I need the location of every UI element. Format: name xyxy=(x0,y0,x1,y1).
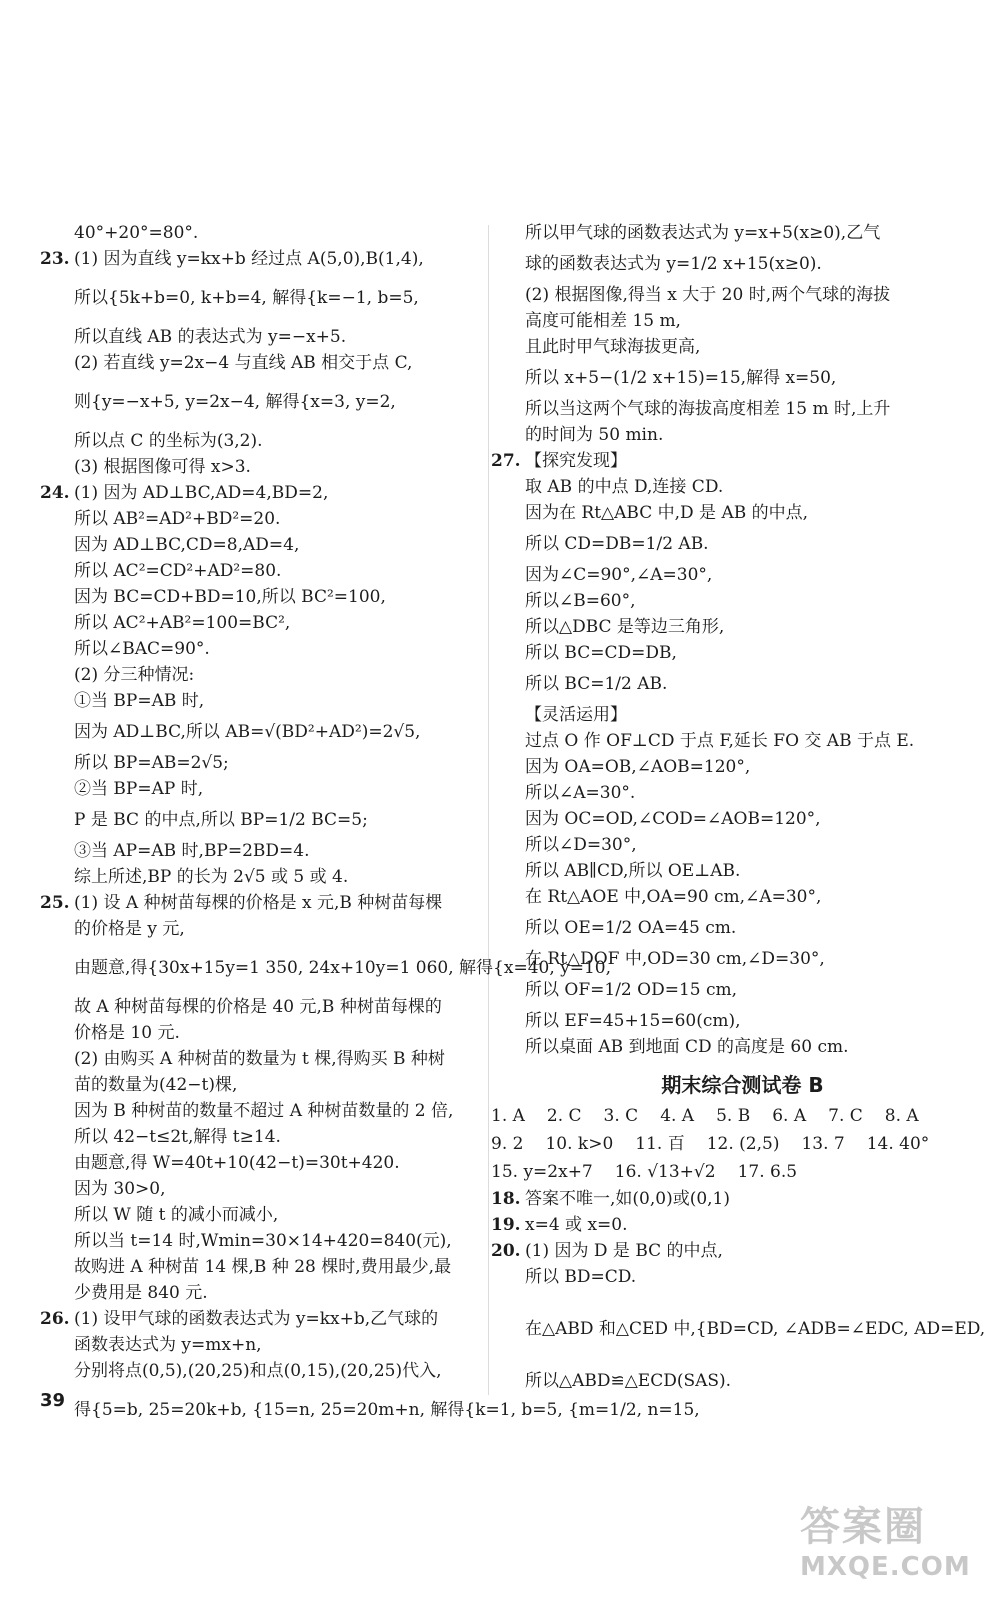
column-divider xyxy=(488,225,489,1395)
text-line xyxy=(40,1384,700,1436)
answer-item: 12. (2,5) xyxy=(706,1134,780,1154)
line-text: 由题意,得{30x+15y=1 350, 24x+10y=1 060, 解得{x=40, y=10, xyxy=(74,958,612,978)
text-line xyxy=(40,558,470,584)
line-text: 高度可能相差 15 m, xyxy=(525,311,681,331)
line-text: 所以 OE=1/2 OA=45 cm. xyxy=(525,918,737,938)
line-text: (2) 分三种情况: xyxy=(74,665,195,685)
line-text: (2) 若直线 y=2x−4 与直线 AB 相交于点 C, xyxy=(74,353,413,373)
text-line xyxy=(40,1306,470,1332)
text-line xyxy=(40,1072,470,1098)
text-line xyxy=(40,220,470,246)
text-line xyxy=(525,246,960,282)
text-line xyxy=(525,910,960,946)
answer-item: 1. A xyxy=(491,1106,525,1126)
line-text: 所以△ABD≌△ECD(SAS). xyxy=(525,1371,732,1391)
text-line xyxy=(525,832,960,858)
text-line xyxy=(40,802,470,838)
line-text: 因为 B 种树苗的数量不超过 A 种树苗数量的 2 倍, xyxy=(74,1101,454,1121)
text-line xyxy=(40,1150,470,1176)
answer-item: 16. √13+√2 xyxy=(614,1162,716,1182)
line-text: (1) 设甲气球的函数表达式为 y=kx+b,乙气球的 xyxy=(74,1309,439,1329)
text-line xyxy=(40,1280,470,1306)
line-text: 在△ABD 和△CED 中,{BD=CD, ∠ADB=∠EDC, AD=ED, xyxy=(525,1319,986,1339)
text-line xyxy=(525,946,960,972)
question-number: 23. xyxy=(40,249,70,269)
text-line xyxy=(525,500,960,526)
line-text: 所以点 C 的坐标为(3,2). xyxy=(74,431,263,451)
line-text: 【灵活运用】 xyxy=(525,705,627,725)
answer-item: 3. C xyxy=(603,1106,639,1126)
text-line xyxy=(491,448,960,474)
text-line xyxy=(40,272,470,324)
question-number: 19. xyxy=(491,1215,521,1235)
line-text: 综上所述,BP 的长为 2√5 或 5 或 4. xyxy=(74,867,349,887)
line-text: 且此时甲气球海拔更高, xyxy=(525,337,701,357)
text-line xyxy=(40,838,470,864)
text-line xyxy=(40,714,470,750)
answer-item: 10. k>0 xyxy=(545,1134,614,1154)
line-text: 函数表达式为 y=mx+n, xyxy=(74,1335,262,1355)
answer-item: 4. A xyxy=(660,1106,695,1126)
text-line xyxy=(40,246,470,272)
line-text: 所以 AC²=CD²+AD²=80. xyxy=(74,561,282,581)
text-line xyxy=(40,1098,470,1124)
answer-item: 6. A xyxy=(772,1106,807,1126)
line-text: (2) 根据图像,得当 x 大于 20 时,两个气球的海拔 xyxy=(525,285,891,305)
line-text: (1) 设 A 种树苗每棵的价格是 x 元,B 种树苗每棵 xyxy=(74,893,443,913)
line-text: 由题意,得 W=40t+10(42−t)=30t+420. xyxy=(74,1153,400,1173)
line-text: 故购进 A 种树苗 14 棵,B 种 28 棵时,费用最少,最 xyxy=(74,1257,452,1277)
line-text: 所以 BP=AB=2√5; xyxy=(74,753,229,773)
text-line xyxy=(525,858,960,884)
line-text: 因为∠C=90°,∠A=30°, xyxy=(525,565,713,585)
text-line xyxy=(40,1124,470,1150)
page-number: 39 xyxy=(40,1390,66,1411)
text-line xyxy=(525,754,960,780)
line-text: 因为 AD⊥BC,所以 AB=√(BD²+AD²)=2√5, xyxy=(74,722,421,742)
line-text: 所以 42−t≤2t,解得 t≥14. xyxy=(74,1127,281,1147)
text-line xyxy=(40,350,470,376)
text-line xyxy=(525,308,960,334)
line-text: 得{5=b, 25=20k+b, {15=n, 25=20m+n, 解得{k=1, b=5, {m=1/2, n=15, xyxy=(74,1400,700,1420)
text-line xyxy=(525,474,960,500)
right-column xyxy=(491,220,986,1394)
line-text: 【探究发现】 xyxy=(525,451,627,471)
line-text: 所以 EF=45+15=60(cm), xyxy=(525,1011,741,1031)
text-line xyxy=(40,506,470,532)
text-line xyxy=(525,422,960,448)
line-text: 所以桌面 AB 到地面 CD 的高度是 60 cm. xyxy=(525,1037,849,1057)
text-line xyxy=(40,942,612,994)
line-text: 所以当这两个气球的海拔高度相差 15 m 时,上升 xyxy=(525,399,891,419)
line-text: P 是 BC 的中点,所以 BP=1/2 BC=5; xyxy=(74,810,368,830)
line-text: ③当 AP=AB 时,BP=2BD=4. xyxy=(74,841,310,861)
text-line xyxy=(40,688,470,714)
text-line xyxy=(40,1332,470,1358)
text-line xyxy=(491,1238,960,1264)
text-line xyxy=(40,864,470,890)
question-number: 20. xyxy=(491,1241,521,1261)
text-line xyxy=(525,282,960,308)
text-line xyxy=(525,1368,960,1394)
text-line xyxy=(525,1008,960,1034)
question-number: 27. xyxy=(491,451,521,471)
text-line xyxy=(40,1202,470,1228)
line-text: 所以{5k+b=0, k+b=4, 解得{k=−1, b=5, xyxy=(74,288,419,308)
line-text: 所以 OF=1/2 OD=15 cm, xyxy=(525,980,738,1000)
line-text: 所以∠B=60°, xyxy=(525,591,636,611)
text-line xyxy=(525,526,960,562)
line-text: 分别将点(0,5),(20,25)和点(0,15),(20,25)代入, xyxy=(74,1361,442,1381)
text-line xyxy=(525,588,960,614)
line-text: 的时间为 50 min. xyxy=(525,425,664,445)
text-line xyxy=(40,454,470,480)
line-text: 在 Rt△DOF 中,OD=30 cm,∠D=30°, xyxy=(525,949,825,969)
text-line xyxy=(525,220,960,246)
line-text: (1) 因为 D 是 BC 的中点, xyxy=(525,1241,723,1261)
answer-item: 2. C xyxy=(546,1106,582,1126)
line-text: 所以 BC=CD=DB, xyxy=(525,643,677,663)
line-text: 价格是 10 元. xyxy=(74,1023,180,1043)
line-text: 所以甲气球的函数表达式为 y=x+5(x≥0),乙气 xyxy=(525,223,881,243)
line-text: 故 A 种树苗每棵的价格是 40 元,B 种树苗每棵的 xyxy=(74,997,442,1017)
answer-item: 14. 40° xyxy=(866,1134,930,1154)
text-line xyxy=(525,972,960,1008)
line-text: x=4 或 x=0. xyxy=(525,1215,628,1235)
question-number: 18. xyxy=(491,1189,521,1209)
text-line xyxy=(40,776,470,802)
text-line xyxy=(525,614,960,640)
answer-row-2 xyxy=(491,1130,960,1158)
text-line xyxy=(525,780,960,806)
text-line xyxy=(525,334,960,360)
line-text: 所以 AB∥CD,所以 OE⊥AB. xyxy=(525,861,741,881)
line-text: 因为 30>0, xyxy=(74,1179,166,1199)
line-text: (2) 由购买 A 种树苗的数量为 t 棵,得购买 B 种树 xyxy=(74,1049,445,1069)
text-line xyxy=(525,396,960,422)
text-line xyxy=(40,662,470,688)
text-line xyxy=(525,360,960,396)
line-text: 所以 x+5−(1/2 x+15)=15,解得 x=50, xyxy=(525,368,837,388)
answer-item: 13. 7 xyxy=(801,1134,845,1154)
text-line xyxy=(40,610,470,636)
line-text: 所以 W 随 t 的减小而减小, xyxy=(74,1205,279,1225)
section-title: 期末综合测试卷 B xyxy=(661,1073,824,1097)
answer-item: 17. 6.5 xyxy=(737,1162,798,1182)
question-number: 25. xyxy=(40,893,70,913)
text-line xyxy=(40,916,470,942)
line-text: 所以直线 AB 的表达式为 y=−x+5. xyxy=(74,327,347,347)
line-text: 取 AB 的中点 D,连接 CD. xyxy=(525,477,724,497)
text-line xyxy=(525,884,960,910)
text-line xyxy=(40,584,470,610)
text-line xyxy=(40,1254,470,1280)
line-text: 因为 OC=OD,∠COD=∠AOB=120°, xyxy=(525,809,821,829)
line-text: 所以当 t=14 时,Wmin=30×14+420=840(元), xyxy=(74,1231,452,1251)
line-text: (3) 根据图像可得 x>3. xyxy=(74,457,251,477)
right-column-solutions xyxy=(491,220,960,1060)
line-text: 所以 AC²+AB²=100=BC², xyxy=(74,613,291,633)
text-line xyxy=(525,640,960,666)
text-line xyxy=(40,1020,470,1046)
text-line xyxy=(40,480,470,506)
line-text: 因为 OA=OB,∠AOB=120°, xyxy=(525,757,751,777)
text-line xyxy=(525,1034,960,1060)
answer-row-3 xyxy=(491,1158,960,1186)
text-line xyxy=(525,806,960,832)
line-text: 因为 BC=CD+BD=10,所以 BC²=100, xyxy=(74,587,386,607)
answer-item: 5. B xyxy=(716,1106,751,1126)
text-line xyxy=(40,376,470,428)
answer-item: 8. A xyxy=(884,1106,919,1126)
line-text: 所以 BD=CD. xyxy=(525,1267,637,1287)
line-text: 所以 AB²=AD²+BD²=20. xyxy=(74,509,281,529)
line-text: 40°+20°=80°. xyxy=(74,223,199,243)
text-line xyxy=(491,1212,960,1238)
line-text: 球的函数表达式为 y=1/2 x+15(x≥0). xyxy=(525,254,822,274)
line-text: 所以∠BAC=90°. xyxy=(74,639,210,659)
text-line xyxy=(40,324,470,350)
line-text: 因为在 Rt△ABC 中,D 是 AB 的中点, xyxy=(525,503,809,523)
text-line xyxy=(40,1358,470,1384)
text-line xyxy=(40,1228,470,1254)
answer-item: 15. y=2x+7 xyxy=(491,1162,593,1182)
line-text: 的价格是 y 元, xyxy=(74,919,185,939)
answer-row-1 xyxy=(491,1102,960,1130)
line-text: (1) 因为直线 y=kx+b 经过点 A(5,0),B(1,4), xyxy=(74,249,424,269)
line-text: ①当 BP=AB 时, xyxy=(74,691,205,711)
text-line xyxy=(525,666,960,702)
line-text: 答案不唯一,如(0,0)或(0,1) xyxy=(525,1189,731,1209)
text-line xyxy=(525,1290,986,1368)
text-line xyxy=(525,562,960,588)
text-line xyxy=(40,994,470,1020)
text-line xyxy=(40,750,470,776)
line-text: ②当 BP=AP 时, xyxy=(74,779,204,799)
line-text: (1) 因为 AD⊥BC,AD=4,BD=2, xyxy=(74,483,329,503)
line-text: 则{y=−x+5, y=2x−4, 解得{x=3, y=2, xyxy=(74,392,396,412)
text-line xyxy=(40,1046,470,1072)
answer-item: 7. C xyxy=(828,1106,863,1126)
right-column-tail xyxy=(491,1186,986,1394)
line-text: 苗的数量为(42−t)棵, xyxy=(74,1075,238,1095)
text-line xyxy=(40,1176,470,1202)
line-text: 所以 BC=1/2 AB. xyxy=(525,674,668,694)
text-line xyxy=(491,1186,960,1212)
line-text: 所以∠D=30°, xyxy=(525,835,637,855)
text-line xyxy=(40,636,470,662)
line-text: 在 Rt△AOE 中,OA=90 cm,∠A=30°, xyxy=(525,887,822,907)
line-text: 所以 CD=DB=1/2 AB. xyxy=(525,534,709,554)
line-text: 所以△DBC 是等边三角形, xyxy=(525,617,725,637)
question-number: 26. xyxy=(40,1309,70,1329)
watermark-logo: 答案圈 MXQE.COM xyxy=(800,1504,971,1582)
question-number: 24. xyxy=(40,483,70,503)
line-text: 少费用是 840 元. xyxy=(74,1283,208,1303)
line-text: 因为 AD⊥BC,CD=8,AD=4, xyxy=(74,535,300,555)
line-text: 所以∠A=30°. xyxy=(525,783,636,803)
text-line xyxy=(525,728,960,754)
answer-item: 9. 2 xyxy=(491,1134,524,1154)
text-line xyxy=(40,532,470,558)
text-line xyxy=(525,1264,960,1290)
answer-item: 11. 百 xyxy=(635,1134,685,1154)
text-line xyxy=(40,890,470,916)
line-text: 过点 O 作 OF⊥CD 于点 F,延长 FO 交 AB 于点 E. xyxy=(525,731,915,751)
text-line xyxy=(525,702,960,728)
text-line xyxy=(40,428,470,454)
